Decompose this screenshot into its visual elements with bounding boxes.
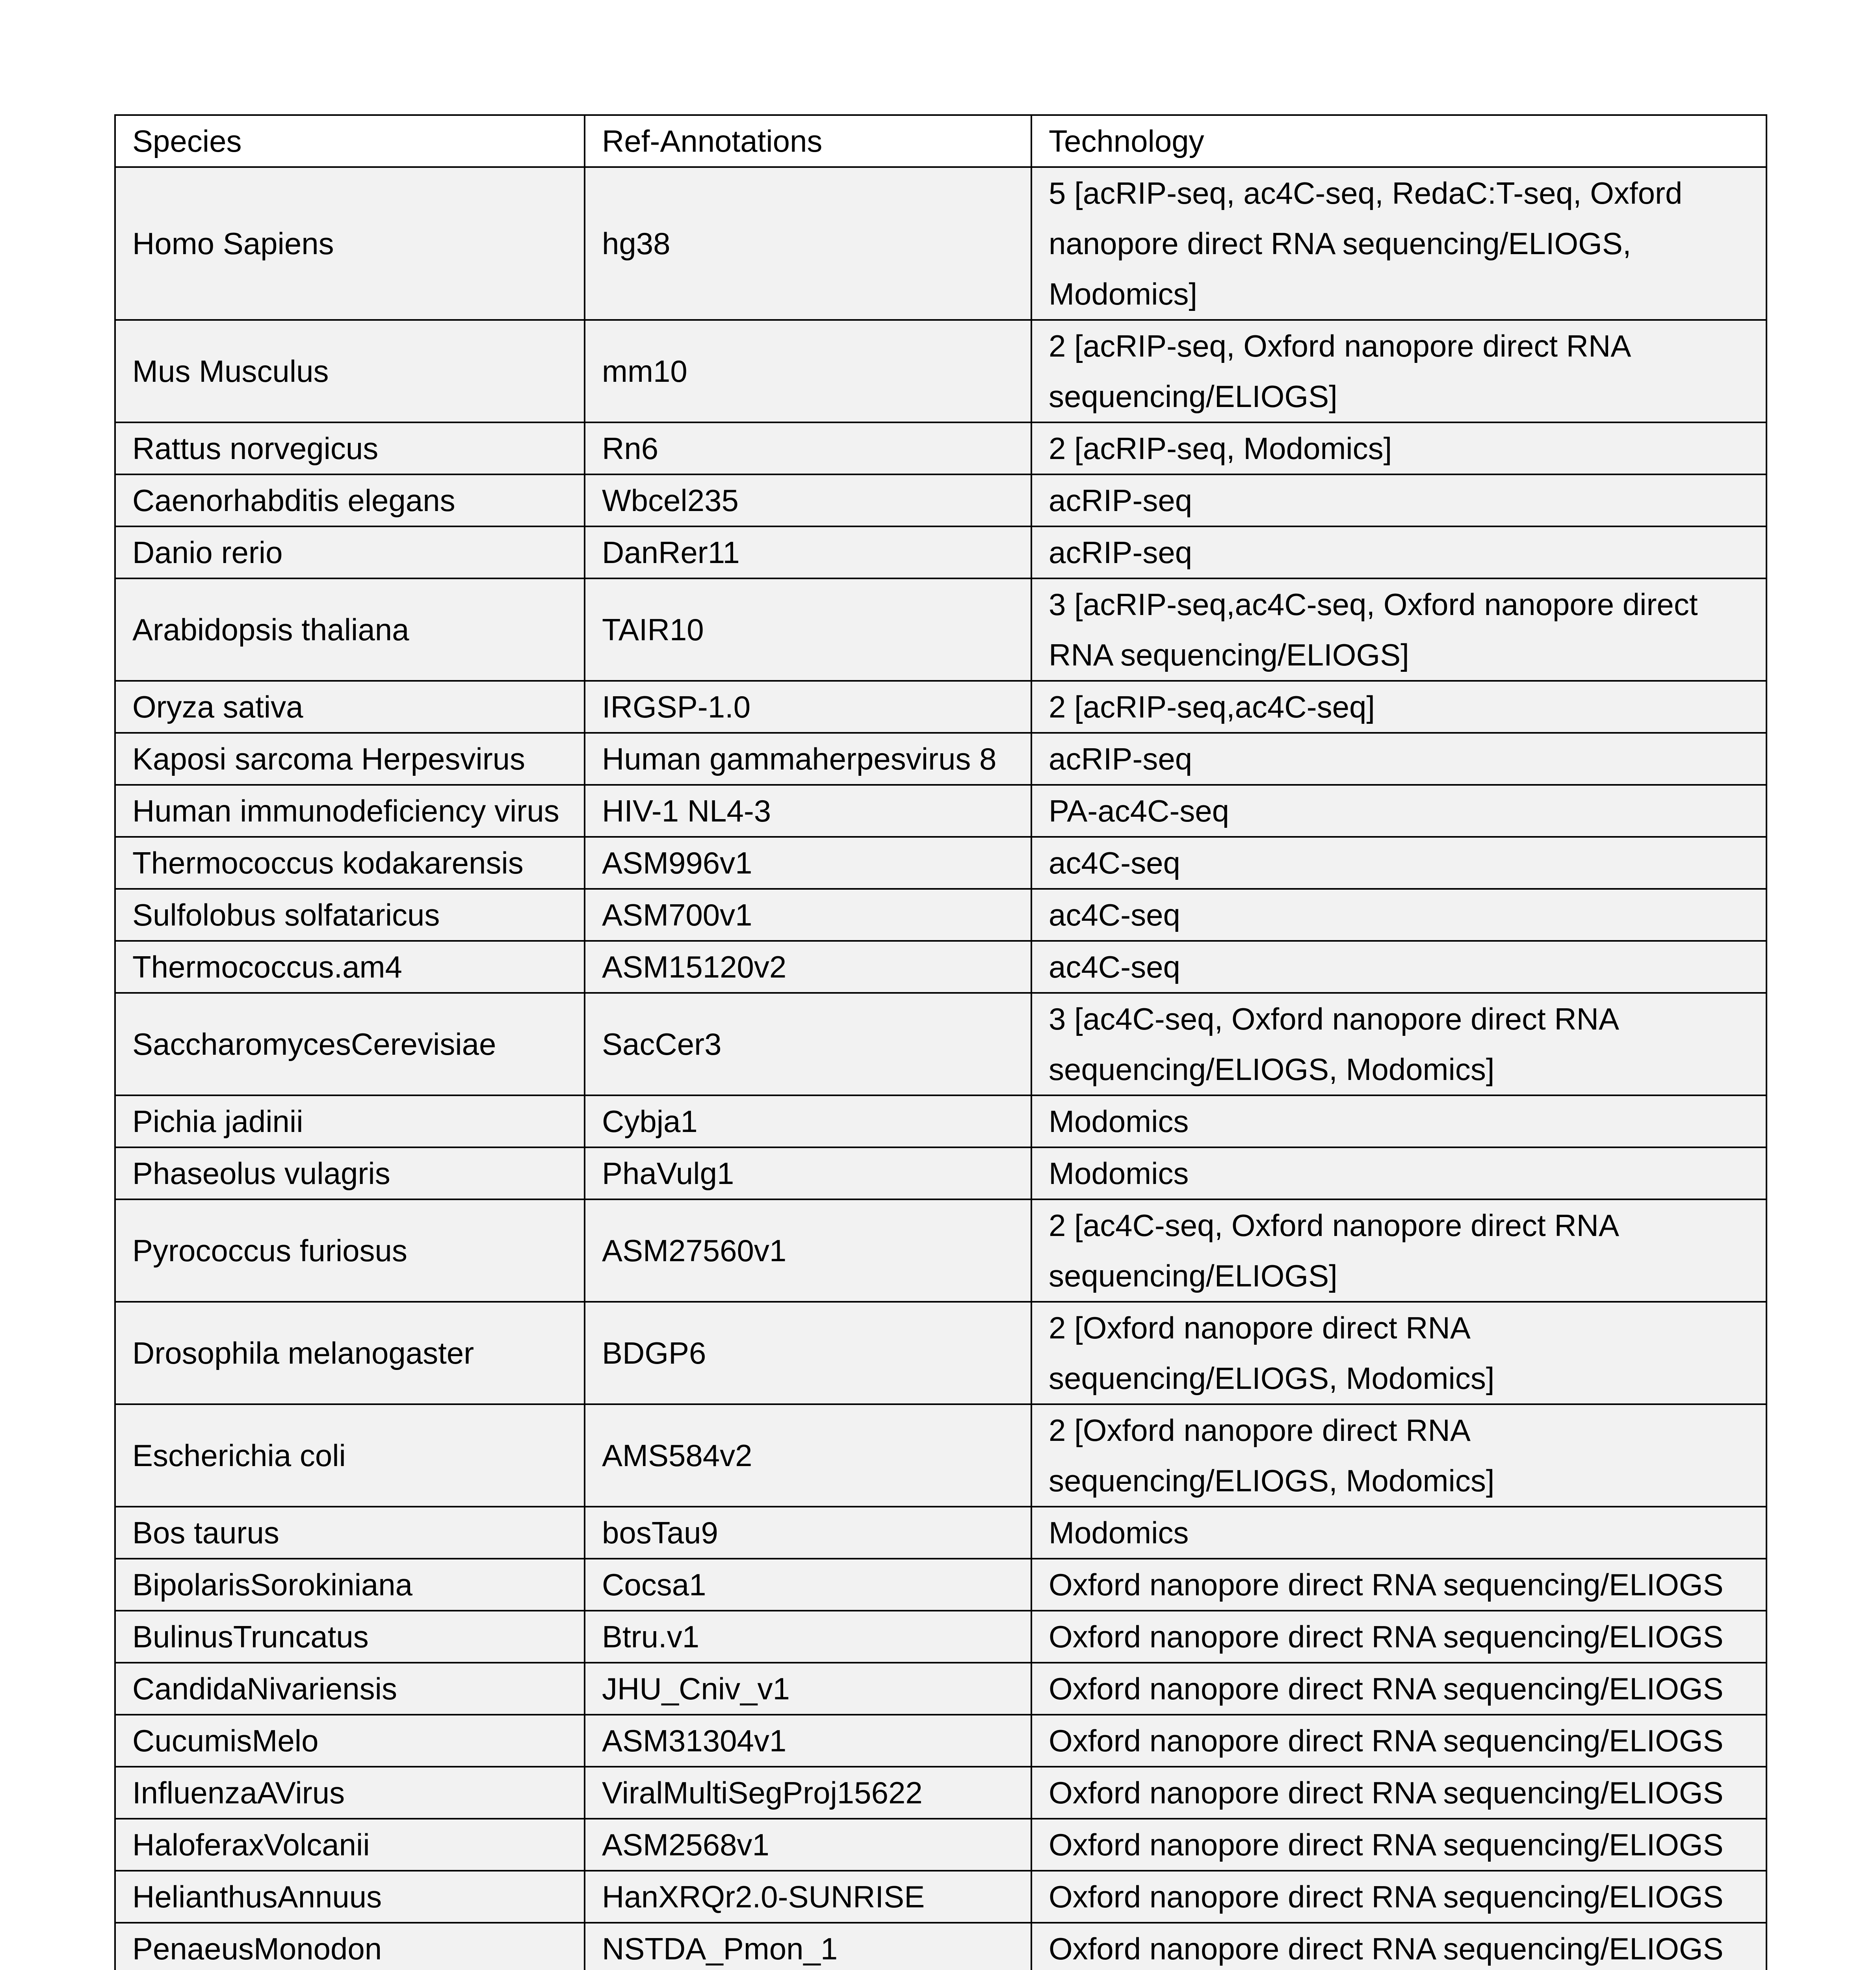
cell-technology: Oxford nanopore direct RNA sequencing/ELIOGS (1031, 1715, 1766, 1767)
cell-species: Pyrococcus furiosus (115, 1199, 585, 1302)
table-row (115, 1507, 1766, 1559)
cell-species: Thermococcus.am4 (115, 941, 585, 993)
cell-ref-annotation: DanRer11 (585, 526, 1031, 578)
cell-ref-annotation: ASM996v1 (585, 837, 1031, 889)
table-row (115, 1611, 1766, 1663)
cell-species: CucumisMelo (115, 1715, 585, 1767)
cell-technology: acRIP-seq (1031, 733, 1766, 785)
table-row (115, 320, 1766, 422)
cell-ref-annotation: ASM27560v1 (585, 1199, 1031, 1302)
cell-ref-annotation: ASM700v1 (585, 889, 1031, 941)
cell-technology: Oxford nanopore direct RNA sequencing/ELIOGS (1031, 1923, 1766, 1970)
cell-technology: 3 [acRIP-seq,ac4C-seq, Oxford nanopore direct RNA sequencing/ELIOGS] (1031, 578, 1766, 681)
cell-species: Bos taurus (115, 1507, 585, 1559)
table-row (115, 422, 1766, 474)
cell-ref-annotation: bosTau9 (585, 1507, 1031, 1559)
table-row (115, 1715, 1766, 1767)
table-row (115, 1404, 1766, 1507)
cell-technology: ac4C-seq (1031, 837, 1766, 889)
table-row (115, 1095, 1766, 1147)
cell-ref-annotation: Human gammaherpesvirus 8 (585, 733, 1031, 785)
table-row (115, 889, 1766, 941)
table-body (115, 115, 1766, 1970)
cell-species: CandidaNivariensis (115, 1663, 585, 1715)
table-row (115, 526, 1766, 578)
cell-species: Caenorhabditis elegans (115, 474, 585, 526)
cell-technology: PA-ac4C-seq (1031, 785, 1766, 837)
cell-technology: Modomics (1031, 1507, 1766, 1559)
cell-species: HaloferaxVolcanii (115, 1819, 585, 1871)
table-row (115, 1199, 1766, 1302)
cell-technology: Modomics (1031, 1147, 1766, 1199)
table-row (115, 167, 1766, 320)
cell-ref-annotation: PhaVulg1 (585, 1147, 1031, 1199)
species-annotation-table (114, 114, 1767, 1970)
cell-species: BipolarisSorokiniana (115, 1559, 585, 1611)
table-row (115, 1871, 1766, 1923)
cell-ref-annotation: Rn6 (585, 422, 1031, 474)
cell-species: Kaposi sarcoma Herpesvirus (115, 733, 585, 785)
cell-technology: 2 [ac4C-seq, Oxford nanopore direct RNA sequencing/ELIOGS] (1031, 1199, 1766, 1302)
cell-technology: 2 [acRIP-seq, Oxford nanopore direct RNA sequencing/ELIOGS] (1031, 320, 1766, 422)
header-species: Species (115, 115, 585, 167)
cell-species: PenaeusMonodon (115, 1923, 585, 1970)
cell-technology: ac4C-seq (1031, 941, 1766, 993)
cell-species: Drosophila melanogaster (115, 1302, 585, 1404)
cell-ref-annotation: HIV-1 NL4-3 (585, 785, 1031, 837)
table-row (115, 681, 1766, 733)
table-row (115, 733, 1766, 785)
cell-species: Thermococcus kodakarensis (115, 837, 585, 889)
cell-ref-annotation: Wbcel235 (585, 474, 1031, 526)
cell-technology: ac4C-seq (1031, 889, 1766, 941)
cell-ref-annotation: AMS584v2 (585, 1404, 1031, 1507)
table-row (115, 1923, 1766, 1970)
cell-species: Human immunodeficiency virus (115, 785, 585, 837)
header-technology: Technology (1031, 115, 1766, 167)
cell-species: Sulfolobus solfataricus (115, 889, 585, 941)
cell-ref-annotation: BDGP6 (585, 1302, 1031, 1404)
cell-technology: Oxford nanopore direct RNA sequencing/ELIOGS (1031, 1663, 1766, 1715)
cell-species: Escherichia coli (115, 1404, 585, 1507)
table-row (115, 1302, 1766, 1404)
cell-technology: 3 [ac4C-seq, Oxford nanopore direct RNA sequencing/ELIOGS, Modomics] (1031, 993, 1766, 1095)
cell-species: Danio rerio (115, 526, 585, 578)
cell-ref-annotation: Btru.v1 (585, 1611, 1031, 1663)
cell-technology: acRIP-seq (1031, 474, 1766, 526)
cell-ref-annotation: SacCer3 (585, 993, 1031, 1095)
table-row (115, 785, 1766, 837)
cell-technology: Oxford nanopore direct RNA sequencing/ELIOGS (1031, 1767, 1766, 1819)
table-row (115, 1663, 1766, 1715)
cell-ref-annotation: ASM31304v1 (585, 1715, 1031, 1767)
cell-technology: Oxford nanopore direct RNA sequencing/ELIOGS (1031, 1559, 1766, 1611)
cell-ref-annotation: IRGSP-1.0 (585, 681, 1031, 733)
cell-ref-annotation: TAIR10 (585, 578, 1031, 681)
table-row (115, 1819, 1766, 1871)
cell-ref-annotation: ViralMultiSegProj15622 (585, 1767, 1031, 1819)
cell-technology: 2 [acRIP-seq, Modomics] (1031, 422, 1766, 474)
cell-species: Mus Musculus (115, 320, 585, 422)
cell-species: InfluenzaAVirus (115, 1767, 585, 1819)
cell-ref-annotation: mm10 (585, 320, 1031, 422)
cell-technology: 2 [Oxford nanopore direct RNA sequencing/ELIOGS, Modomics] (1031, 1404, 1766, 1507)
cell-ref-annotation: Cybja1 (585, 1095, 1031, 1147)
cell-species: Pichia jadinii (115, 1095, 585, 1147)
cell-ref-annotation: HanXRQr2.0-SUNRISE (585, 1871, 1031, 1923)
cell-technology: 5 [acRIP-seq, ac4C-seq, RedaC:T-seq, Oxford nanopore direct RNA sequencing/ELIOGS, Modomics] (1031, 167, 1766, 320)
table-row (115, 474, 1766, 526)
cell-species: Arabidopsis thaliana (115, 578, 585, 681)
table-row (115, 837, 1766, 889)
cell-ref-annotation: NSTDA_Pmon_1 (585, 1923, 1031, 1970)
cell-technology: 2 [Oxford nanopore direct RNA sequencing/ELIOGS, Modomics] (1031, 1302, 1766, 1404)
table-row (115, 1147, 1766, 1199)
cell-species: Oryza sativa (115, 681, 585, 733)
cell-ref-annotation: ASM15120v2 (585, 941, 1031, 993)
cell-technology: 2 [acRIP-seq,ac4C-seq] (1031, 681, 1766, 733)
table-row (115, 1767, 1766, 1819)
cell-technology: acRIP-seq (1031, 526, 1766, 578)
cell-technology: Oxford nanopore direct RNA sequencing/ELIOGS (1031, 1871, 1766, 1923)
table-row (115, 578, 1766, 681)
cell-ref-annotation: JHU_Cniv_v1 (585, 1663, 1031, 1715)
table-row (115, 1559, 1766, 1611)
cell-technology: Modomics (1031, 1095, 1766, 1147)
header-ref-annotations: Ref-Annotations (585, 115, 1031, 167)
cell-technology: Oxford nanopore direct RNA sequencing/ELIOGS (1031, 1819, 1766, 1871)
cell-species: HelianthusAnnuus (115, 1871, 585, 1923)
table-header-row (115, 115, 1766, 167)
cell-technology: Oxford nanopore direct RNA sequencing/ELIOGS (1031, 1611, 1766, 1663)
cell-ref-annotation: ASM2568v1 (585, 1819, 1031, 1871)
cell-species: BulinusTruncatus (115, 1611, 585, 1663)
cell-species: Rattus norvegicus (115, 422, 585, 474)
table-row (115, 993, 1766, 1095)
cell-species: SaccharomycesCerevisiae (115, 993, 585, 1095)
cell-species: Phaseolus vulagris (115, 1147, 585, 1199)
table-row (115, 941, 1766, 993)
cell-ref-annotation: hg38 (585, 167, 1031, 320)
cell-species: Homo Sapiens (115, 167, 585, 320)
cell-ref-annotation: Cocsa1 (585, 1559, 1031, 1611)
